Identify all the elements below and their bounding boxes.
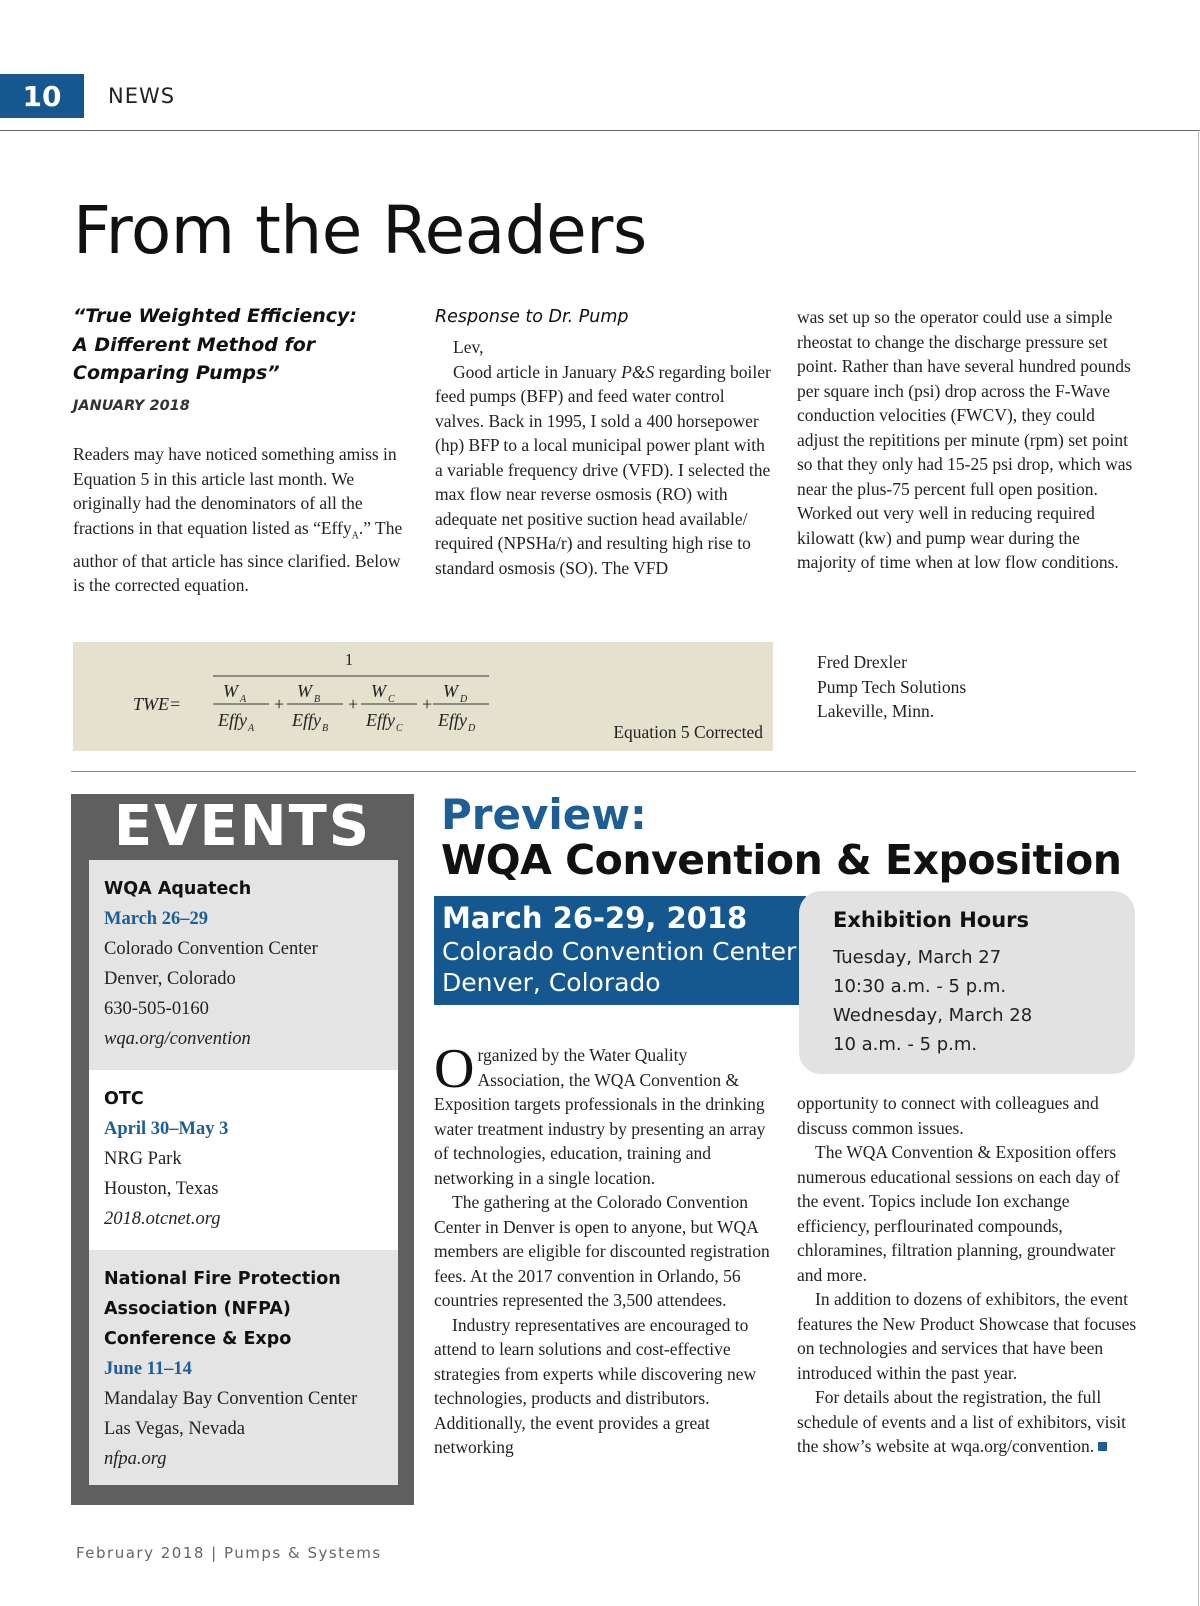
letter-date: JANUARY 2018 — [73, 397, 190, 414]
preview-paragraph — [797, 1385, 1142, 1459]
event-item — [89, 1250, 398, 1485]
event-date: March 26–29 — [104, 909, 208, 929]
event-info-box — [434, 896, 806, 1005]
equation-plus: + — [422, 694, 433, 714]
equation-weight: W — [297, 681, 312, 701]
preview-paragraph-text: For details about the registration, the full schedule of events and a list of exhibitors, visit the show’s website at wqa.org/convention. — [797, 1387, 1127, 1456]
exhibition-hours-title: Exhibition Hours — [833, 908, 1030, 932]
equation-term — [361, 681, 417, 734]
response-signature — [817, 650, 966, 724]
exhibition-time: 10:30 a.m. - 5 p.m. — [833, 976, 1007, 997]
event-venue: Mandalay Bay Convention Center — [104, 1389, 358, 1409]
equation-numerator: 1 — [344, 650, 354, 669]
event-date: April 30–May 3 — [104, 1119, 229, 1139]
preview-kicker: Preview: — [441, 790, 647, 839]
equation-weight-subscript: B — [314, 694, 321, 705]
response-body — [435, 360, 775, 581]
event-item — [89, 1070, 398, 1250]
event-info-city: Denver, Colorado — [442, 968, 661, 997]
event-name: Conference & Expo — [104, 1329, 292, 1349]
exhibition-hours-box — [799, 891, 1135, 1074]
equation-efficiency: Effy — [292, 710, 321, 730]
letter-body-subscript: A — [351, 530, 359, 541]
equation-caption: Equation 5 Corrected — [613, 722, 763, 742]
end-mark-icon — [1098, 1442, 1107, 1451]
equation-plus: + — [348, 694, 359, 714]
event-name: WQA Aquatech — [104, 879, 252, 899]
signature-company: Pump Tech Solutions — [817, 676, 967, 697]
equation-plus: + — [274, 694, 285, 714]
page-edge-divider — [1198, 130, 1199, 1606]
equation-efficiency: Effy — [218, 710, 247, 730]
equation-efficiency-subscript: C — [396, 723, 403, 734]
preview-paragraph: The WQA Convention & Exposition offers numerous educational sessions on each day of the event. Topics include Ion exchange efficiency, perflourinated compounds, chloramines, filtration planning, groundwater and more. — [797, 1142, 1120, 1285]
event-phone: 630-505-0160 — [104, 999, 209, 1019]
preview-paragraph: The gathering at the Colorado Convention Center in Denver is open to anyone, but WQA members are eligible for discounted registration fees. At the 2017 convention in Orlando, 56 countries represented the 3,500 attendees. — [434, 1192, 770, 1310]
event-city: Denver, Colorado — [104, 969, 236, 989]
equation-lhs: TWE= — [133, 694, 182, 714]
equation-weight-subscript: A — [240, 694, 247, 705]
equation-efficiency: Effy — [366, 710, 395, 730]
event-name: OTC — [104, 1089, 144, 1109]
section-label: NEWS — [108, 84, 176, 108]
letter-body — [73, 442, 413, 598]
event-info-date: March 26-29, 2018 — [442, 901, 748, 935]
page-footer: February 2018 | Pumps & Systems — [76, 1544, 382, 1562]
event-venue: NRG Park — [104, 1149, 182, 1169]
preview-paragraph — [434, 1038, 776, 1190]
response-column — [435, 302, 775, 580]
letter-headline-line: A Different Method for — [73, 333, 316, 356]
equation-term — [213, 681, 269, 734]
header-divider — [0, 130, 1200, 131]
event-venue: Colorado Convention Center — [104, 939, 318, 959]
response-body-continued: was set up so the operator could use a simple rheostat to change the discharge pressure set point. Rather than have several hundred pounds per square inch (psi) drop across the F-Wave conduction velocities (FWCV), they could adjust the repititions per minute (rpm) set point so that they only had 15-25 psi drop, which was near the plus-75 percent full open position. Worked out very well in reducing required kilowatt (kw) and pump wear during the majority of time when at low flow conditions. — [797, 307, 1133, 572]
equation-weight: W — [443, 681, 458, 701]
drop-cap: O — [434, 1038, 475, 1100]
signature-location: Lakeville, Minn. — [817, 701, 935, 721]
page-number: 10 — [0, 74, 84, 118]
equation-weight: W — [371, 681, 386, 701]
letter-headline-line: “True Weighted Efficiency: — [73, 305, 357, 327]
event-date: June 11–14 — [104, 1359, 192, 1379]
letter-headline-line: Comparing Pumps” — [73, 362, 280, 384]
letter-headline — [73, 302, 413, 388]
equation-weight-subscript: C — [388, 694, 395, 705]
preview-paragraph: In addition to dozens of exhibitors, the event features the New Product Showcase that focuses on technologies and services that have been introduced within the past year. — [797, 1289, 1137, 1383]
preview-body-column-2 — [797, 1091, 1142, 1459]
equation-efficiency-subscript: B — [322, 723, 329, 734]
response-continued-column — [797, 305, 1137, 575]
exhibition-day: Tuesday, March 27 — [833, 947, 1002, 968]
equation-weight-subscript: D — [460, 694, 468, 705]
event-info-venue: Colorado Convention Center — [442, 937, 797, 966]
letter-column — [73, 302, 413, 598]
letter-body-text: .” The author of that article has since clarified. Below is the corrected equation. — [73, 517, 403, 595]
event-url[interactable]: nfpa.org — [104, 1449, 167, 1469]
event-url[interactable]: wqa.org/convention — [104, 1029, 251, 1049]
event-url[interactable]: 2018.otcnet.org — [104, 1209, 221, 1229]
page-title: From the Readers — [73, 192, 647, 269]
equation-weight: W — [223, 681, 238, 701]
exhibition-day: Wednesday, March 28 — [833, 1005, 1033, 1026]
signature-name: Fred Drexler — [817, 652, 907, 672]
section-divider — [71, 771, 1136, 772]
response-body-text: regarding boiler feed pumps (BFP) and feed water control valves. Back in 1995, I sold a 400 horsepower (hp) BFP to a local municipal power plant with a variable frequency drive (VFD). I selected the max flow near reverse osmosis (RO) with adequate net positive suction head available/ required (NPSHa/r) and resulting high rise to standard osmosis (SO). The VFD — [435, 361, 771, 578]
preview-body-column-1 — [434, 1038, 776, 1460]
events-sidebar — [71, 794, 414, 1505]
equation-efficiency: Effy — [438, 710, 467, 730]
equation-efficiency-subscript: A — [248, 723, 255, 734]
response-body-italic: P&S — [621, 361, 655, 382]
preview-paragraph: Industry representatives are encouraged to attend to learn solutions and cost-effective strategies from experts while discovering new technologies, products and distributors. Additionally, the event provides a great networking — [434, 1314, 757, 1457]
event-city: Houston, Texas — [104, 1179, 219, 1199]
event-city: Las Vegas, Nevada — [104, 1419, 245, 1439]
event-name: National Fire Protection — [104, 1269, 341, 1289]
equation-term — [433, 681, 489, 734]
letter-body-text: Readers may have noticed something amiss in Equation 5 in this article last month. We originally had the denominators of all the fractions in that equation listed as “Effy — [73, 444, 397, 538]
response-body-text: Good article in January — [453, 361, 622, 382]
exhibition-time: 10 a.m. - 5 p.m. — [833, 1034, 978, 1055]
equation-box — [73, 642, 773, 751]
preview-paragraph: opportunity to connect with colleagues and discuss common issues. — [797, 1093, 1099, 1138]
event-name: Association (NFPA) — [104, 1299, 291, 1319]
preview-title: WQA Convention & Exposition — [441, 836, 1122, 884]
event-item — [89, 860, 398, 1070]
equation-term — [287, 681, 343, 734]
events-title: EVENTS — [113, 794, 372, 859]
preview-paragraph-text: rganized by the Water Quality Association, the WQA Convention & Exposition targets professionals in the drinking water treatment industry by presenting an array of technologies, education, training and networking in a single location. — [434, 1045, 766, 1188]
response-salutation: Lev, — [453, 337, 484, 357]
equation-efficiency-subscript: D — [468, 723, 476, 734]
response-heading: Response to Dr. Pump — [435, 307, 629, 327]
